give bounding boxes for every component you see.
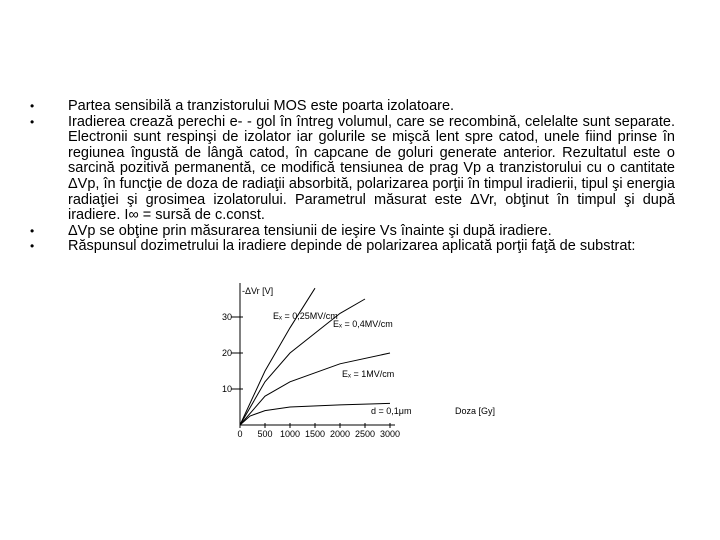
y-tick-label: 20 — [222, 348, 233, 358]
bullet-item — [30, 239, 675, 255]
x-tick-label: 500 — [257, 429, 273, 439]
bullet-dot: • — [30, 114, 35, 129]
series-label: Eₓ = 0,4MV/cm — [333, 319, 393, 329]
series-line — [240, 403, 390, 425]
bullet-dot: • — [30, 99, 35, 113]
dose-response-chart — [210, 283, 530, 443]
y-axis-label: -ΔVr [V] — [242, 286, 274, 296]
bullet-text: Iradierea crează perechi e- - gol în întreg volumul, care se recombină, celelalte sunt separate. Electronii sunt respinşi de izolator iar golurile se mişcă lent spre catod, unele fiind prinse în regiunea îngustă de lângă catod, în capcane de goluri generate anterior. Rezultatul este o sarcină pozitivă permanentă, ce modifică tensiunea de prag Vp a tranzistorului cu o cantitate ΔVp, în funcţie de doza de radiaţii absorbită, polarizarea porţii în timpul iradierii, tipul şi energia radiaţiei şi grosimea izolatorului. Parametrul măsurat este ΔVr, obţinut în timpul şi după iradiere. I∞ = sursă de c.const. — [68, 113, 675, 224]
bullet-item — [30, 224, 675, 240]
x-tick-label: 1000 — [279, 429, 301, 439]
x-tick-label: 2000 — [329, 429, 351, 439]
bullet-dot: • — [30, 239, 35, 254]
x-axis-label: Doza [Gy] — [455, 406, 496, 416]
y-tick-label: 10 — [222, 384, 233, 394]
series-line — [240, 353, 390, 425]
bullet-text: Partea sensibilă a tranzistorului MOS este poarta izolatoare. — [68, 98, 455, 114]
bullet-item — [30, 99, 675, 115]
bullet-text: ΔVp se obţine prin măsurarea tensiunii de ieşire Vs înainte şi după iradiere. — [68, 222, 552, 239]
x-tick-label: 0 — [237, 429, 243, 439]
series-label: Eₓ = 0,25MV/cm — [273, 311, 338, 321]
bullet-item — [30, 115, 675, 224]
bullet-text: Răspunsul dozimetrului la iradiere depinde de polarizarea aplicată porţii faţă de substrat: — [68, 238, 636, 255]
x-tick-label: 2500 — [354, 429, 376, 439]
x-tick-label: 3000 — [379, 429, 401, 439]
y-tick-label: 30 — [222, 312, 233, 322]
series-line — [240, 288, 315, 425]
bullet-dot: • — [30, 223, 35, 238]
series-label: Eₓ = 1MV/cm — [342, 369, 395, 379]
chart-annotation: d = 0,1μm — [371, 406, 412, 416]
x-tick-label: 1500 — [304, 429, 326, 439]
bullet-list — [30, 99, 675, 255]
